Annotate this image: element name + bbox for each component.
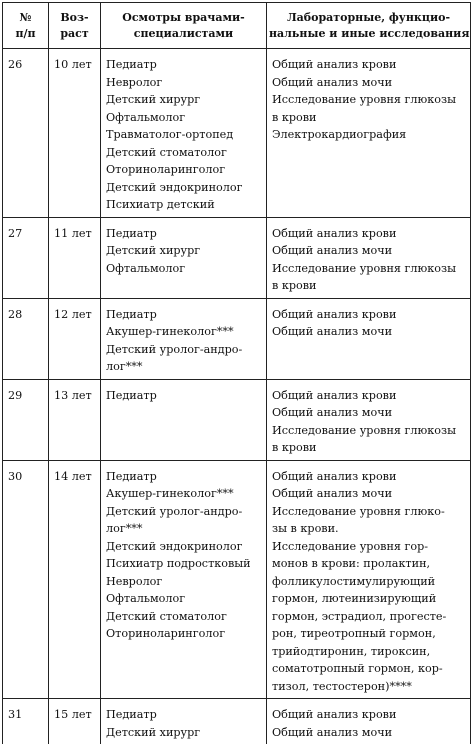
lab-item: Исследование уровня глюкозы (272, 91, 466, 109)
lab-item: в крови (272, 439, 466, 457)
doctor-item: Детский уролог-андро- (106, 503, 262, 521)
doctor-item: Офтальмолог (106, 109, 262, 127)
header-labs (267, 3, 471, 49)
lab-item: в крови (272, 277, 466, 295)
table-body (3, 49, 471, 744)
row-age-cell: 13 лет (49, 379, 101, 460)
row-age-cell: 15 лет (49, 699, 101, 744)
doctor-item: Детский стоматолог (106, 144, 262, 162)
doctor-item: лог*** (106, 520, 262, 538)
lab-item: зы в крови. (272, 520, 466, 538)
table-row (3, 379, 471, 460)
doctor-item: Педиатр (106, 387, 262, 405)
doctor-item: Педиатр (106, 306, 262, 324)
doctor-item: Детский стоматолог (106, 608, 262, 626)
lab-item: рон, тиреотропный гормон, (272, 625, 466, 643)
lab-item: Исследование уровня глюко- (272, 503, 466, 521)
doctor-item: Детский уролог-андро- (106, 341, 262, 359)
doctor-item: лог*** (106, 358, 262, 376)
lab-item: Общий анализ крови (272, 706, 466, 724)
header-number (3, 3, 49, 49)
doctor-item: Невролог (106, 74, 262, 92)
row-number-cell: 30 (3, 460, 49, 699)
table-row (3, 49, 471, 218)
doctor-item: Офтальмолог (106, 260, 262, 278)
lab-item: Общий анализ крови (272, 468, 466, 486)
table-row (3, 699, 471, 744)
row-doctors-cell (101, 379, 267, 460)
row-number-cell: 27 (3, 217, 49, 298)
medical-exam-schedule-table (2, 2, 471, 744)
row-labs-cell (267, 49, 471, 218)
row-labs-cell (267, 298, 471, 379)
doctor-item: Детский эндокринолог (106, 538, 262, 556)
table-row (3, 217, 471, 298)
lab-item: фолликулостимулирующий (272, 573, 466, 591)
header-labs-line: нальные и иные исследования (269, 26, 468, 42)
lab-item: Исследование уровня гор- (272, 538, 466, 556)
doctor-item: Детский эндокринолог (106, 179, 262, 197)
lab-item: Общий анализ крови (272, 225, 466, 243)
row-age-cell: 10 лет (49, 49, 101, 218)
doctor-item: Невролог (106, 573, 262, 591)
row-age-cell: 11 лет (49, 217, 101, 298)
lab-item: Общий анализ мочи (272, 242, 466, 260)
row-number-cell: 26 (3, 49, 49, 218)
lab-item: тизол, тестостерон)**** (272, 678, 466, 696)
doctor-item: Педиатр (106, 706, 262, 724)
row-labs-cell (267, 379, 471, 460)
header-number-line: № (5, 10, 46, 26)
doctor-item: Детский хирург (106, 242, 262, 260)
row-labs-cell (267, 217, 471, 298)
header-doctors-line: Осмотры врачами- (103, 10, 264, 26)
row-doctors-cell (101, 217, 267, 298)
doctor-item: Детский хирург (106, 724, 262, 742)
doctor-item: Детский хирург (106, 91, 262, 109)
doctor-item: Офтальмолог (106, 590, 262, 608)
doctor-item: Травматолог-ортопед (106, 126, 262, 144)
doctor-item: Психиатр детский (106, 196, 262, 214)
header-age (49, 3, 101, 49)
row-age-cell: 14 лет (49, 460, 101, 699)
doctor-item: Акушер-гинеколог*** (106, 485, 262, 503)
header-age-line: раст (51, 26, 98, 42)
lab-item: Общий анализ мочи (272, 724, 466, 742)
row-age-cell: 12 лет (49, 298, 101, 379)
row-doctors-cell (101, 699, 267, 744)
lab-item: Общий анализ крови (272, 306, 466, 324)
table-row (3, 298, 471, 379)
doctor-item: Оториноларинголог (106, 161, 262, 179)
lab-item: монов в крови: пролактин, (272, 555, 466, 573)
row-number-cell: 28 (3, 298, 49, 379)
row-labs-cell (267, 699, 471, 744)
row-labs-cell (267, 460, 471, 699)
lab-item: Общий анализ мочи (272, 323, 466, 341)
lab-item: Общий анализ крови (272, 387, 466, 405)
table-row (3, 460, 471, 699)
lab-item: соматотропный гормон, кор- (272, 660, 466, 678)
table-header-row (3, 3, 471, 49)
lab-item: гормон, лютеинизирующий (272, 590, 466, 608)
doctor-item: Оториноларинголог (106, 625, 262, 643)
lab-item: Общий анализ мочи (272, 485, 466, 503)
doctor-item: Педиатр (106, 468, 262, 486)
lab-item: Исследование уровня глюкозы (272, 260, 466, 278)
header-doctors (101, 3, 267, 49)
row-number-cell: 29 (3, 379, 49, 460)
lab-item: Общий анализ мочи (272, 404, 466, 422)
lab-item: в крови (272, 109, 466, 127)
doctor-item: Акушер-гинеколог*** (106, 323, 262, 341)
row-doctors-cell (101, 460, 267, 699)
doctor-item: Педиатр (106, 225, 262, 243)
lab-item: Исследование уровня глюкозы (272, 422, 466, 440)
lab-item: Общий анализ крови (272, 56, 466, 74)
lab-item: трийодтиронин, тироксин, (272, 643, 466, 661)
header-age-line: Воз- (51, 10, 98, 26)
header-labs-line: Лабораторные, функцио- (269, 10, 468, 26)
lab-item: гормон, эстрадиол, прогесте- (272, 608, 466, 626)
doctor-item: Психиатр подростковый (106, 555, 262, 573)
doctor-item: Педиатр (106, 56, 262, 74)
lab-item: Общий анализ мочи (272, 74, 466, 92)
row-doctors-cell (101, 298, 267, 379)
row-doctors-cell (101, 49, 267, 218)
header-number-line: п/п (5, 26, 46, 42)
lab-item: Электрокардиография (272, 126, 466, 144)
row-number-cell: 31 (3, 699, 49, 744)
header-doctors-line: специалистами (103, 26, 264, 42)
